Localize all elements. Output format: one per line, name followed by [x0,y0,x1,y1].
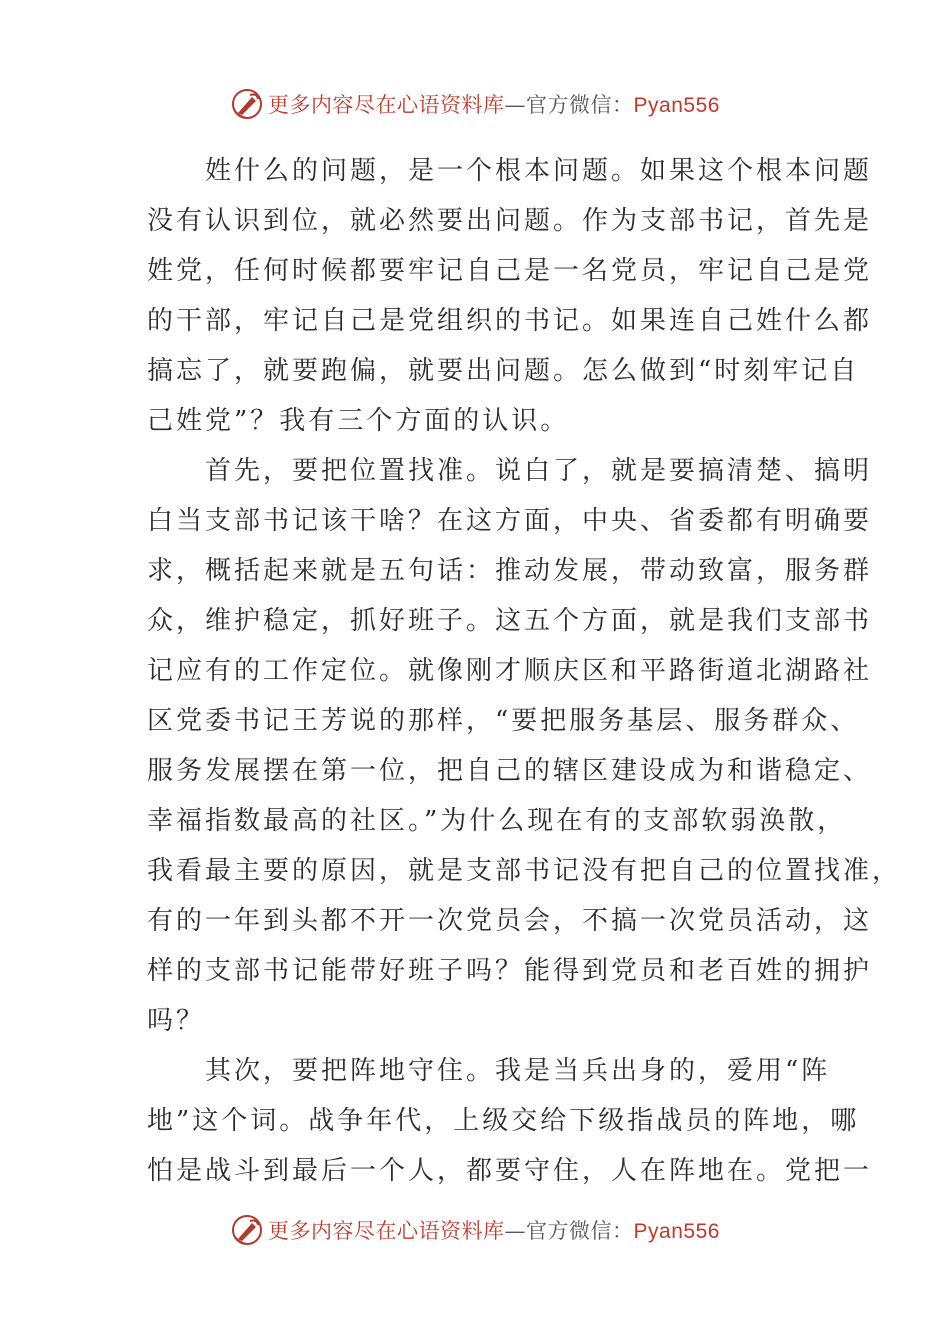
text-line: 己姓党”？我有三个方面的认识。 [147,406,570,436]
footer-watermark-text [268,1215,720,1245]
text-line: 地”这个词。战争年代，上级交给下级指战员的阵地，哪 [147,1106,860,1136]
text-line: 其次，要把阵地守住。我是当兵出身的，爱用“阵 [147,1056,831,1086]
watermark-wechat-label: 官方微信： [526,1219,634,1243]
text-line: 白当支部书记该干啥？在这方面，中央、省委都有明确要 [147,506,873,536]
header-watermark-banner [0,86,950,122]
text-line: 求，概括起来就是五句话：推动发展，带动致富，服务群 [147,556,873,586]
watermark-dash: — [504,93,527,117]
text-line: 样的支部书记能带好班子吗？能得到党员和老百姓的拥护 [147,956,873,986]
watermark-red-text: 更多内容尽在心语资料库 [268,93,505,117]
text-line: 众，维护稳定，抓好班子。这五个方面，就是我们支部书 [147,606,873,636]
text-line: 搞忘了，就要跑偏，就要出问题。怎么做到“时刻牢记自 [147,356,860,386]
text-line: 姓党，任何时候都要牢记自己是一名党员，牢记自己是党 [147,256,873,286]
pen-logo-icon [230,87,264,121]
text-line: 区党委书记王芳说的那样，“要把服务基层、服务群众、 [147,706,860,736]
pen-logo-icon [230,1213,264,1247]
header-watermark-text [268,89,720,119]
text-line: 首先，要把位置找准。说白了，就是要搞清楚、搞明 [147,456,873,486]
text-line: 记应有的工作定位。就像刚才顺庆区和平路街道北湖路社 [147,656,873,686]
text-line: 的干部，牢记自己是党组织的书记。如果连自己姓什么都 [147,306,873,336]
text-line: 没有认识到位，就必然要出问题。作为支部书记，首先是 [147,206,873,236]
text-line: 服务发展摆在第一位，把自己的辖区建设成为和谐稳定、 [147,756,873,786]
text-line: 有的一年到头都不开一次党员会，不搞一次党员活动，这 [147,906,873,936]
watermark-wechat-label: 官方微信： [526,93,634,117]
watermark-wechat-id: Pyan556 [633,94,720,117]
document-body [147,146,902,1196]
watermark-dash: — [504,1219,527,1243]
text-line: 我看最主要的原因，就是支部书记没有把自己的位置找准， [147,856,902,886]
footer-watermark-banner [0,1212,950,1248]
watermark-red-text: 更多内容尽在心语资料库 [268,1219,505,1243]
watermark-wechat-id: Pyan556 [633,1220,720,1243]
text-line: 吗？ [147,1006,206,1036]
text-line: 怕是战斗到最后一个人，都要守住，人在阵地在。党把一 [147,1156,873,1186]
text-line: 幸福指数最高的社区。”为什么现在有的支部软弱涣散， [147,806,847,836]
text-line: 姓什么的问题，是一个根本问题。如果这个根本问题 [147,156,873,186]
